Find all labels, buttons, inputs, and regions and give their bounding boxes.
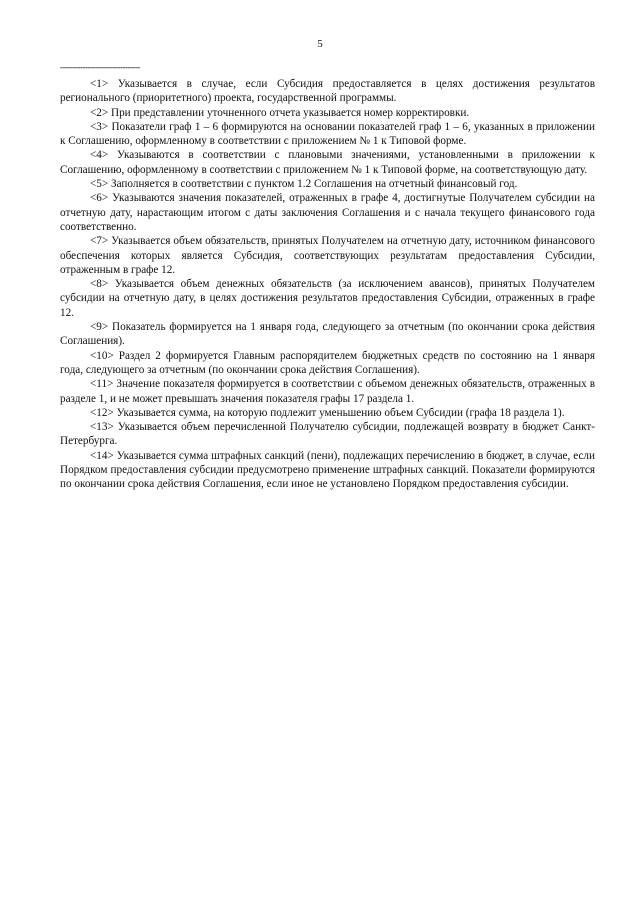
- footnotes-list: [60, 77, 595, 492]
- footnote-13: <13> Указывается объем перечисленной Получателю субсидии, подлежащей возврату в бюджет Санкт-Петербурга.: [60, 421, 595, 448]
- footnote-2: <2> При представлении уточненного отчета указывается номер корректировки.: [90, 106, 470, 119]
- footnote-11: <11> Значение показателя формируется в соответствии с объемом денежных обязательств, отраженных в разделе 1, и не может превышать значения показателя графы 17 раздела 1.: [60, 378, 595, 405]
- footnote-14: <14> Указывается сумма штрафных санкций (пени), подлежащих перечислению в бюджет, в случае, если Порядком предоставления субсидии предусмотрено применение штрафных санкций. Показатели формируются по окончании срока действия Соглашения, если иное не установлено Порядком предоставления субсидии.: [60, 449, 595, 491]
- footnote-9: <9> Показатель формируется на 1 января года, следующего за отчетным (по окончании срока действия Соглашения).: [60, 321, 595, 348]
- page-number: 5: [317, 38, 323, 50]
- footnote-1: <1> Указывается в случае, если Субсидия предоставляется в целях достижения результатов регионального (приоритетного) проекта, государственной программы.: [60, 78, 595, 105]
- footnote-10: <10> Раздел 2 формируется Главным распорядителем бюджетных средств по состоянию на 1 января года, следующего за отчетным (по окончании срока действия Соглашения).: [60, 349, 595, 376]
- footnote-6: <6> Указываются значения показателей, отраженных в графе 4, достигнутые Получателем субсидии на отчетную дату, нарастающим итогом с даты заключения Соглашения и с начала текущего финансового года соответственно.: [60, 192, 595, 233]
- footnote-7: <7> Указывается объем обязательств, принятых Получателем на отчетную дату, источником финансового обеспечения которых является Субсидия, соответствующих результатам предоставления Субсидии, отраженным в графе 12.: [60, 235, 595, 276]
- footnote-3: <3> Показатели граф 1 – 6 формируются на основании показателей граф 1 – 6, указанных в приложении к Соглашению, оформленному в соответствии с приложением № 1 к Типовой форме.: [60, 120, 595, 148]
- footnote-separator: --------------------------------: [60, 62, 140, 72]
- footnote-8: <8> Указывается объем денежных обязательств (за исключением авансов), принятых Получателем субсидии на отчетную дату, в целях достижения результатов предоставления Субсидии, отраженных в графе 12.: [60, 278, 595, 319]
- footnote-5: <5> Заполняется в соответствии с пунктом 1.2 Соглашения на отчетный финансовый год.: [90, 178, 518, 191]
- footnote-12: <12> Указывается сумма, на которую подлежит уменьшению объем Субсидии (графа 18 раздела 1).: [90, 406, 565, 419]
- footnote-4: <4> Указываются в соответствии с плановыми значениями, установленными в приложении к Соглашению, оформленному в соответствии с приложением № 1 к Типовой форме, на соответствующую дату.: [60, 149, 595, 176]
